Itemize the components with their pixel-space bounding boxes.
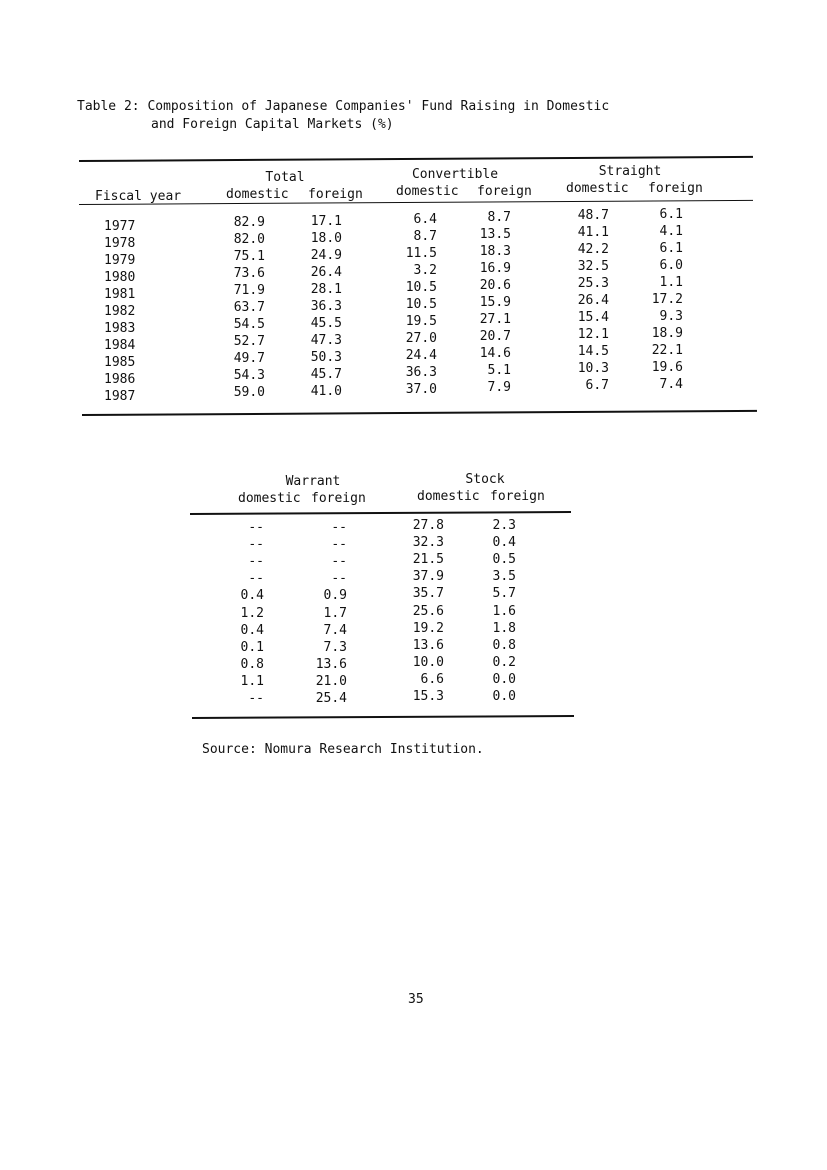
cell-convertible-foreign: 7.9 <box>487 380 511 396</box>
cell-total-foreign: 24.9 <box>310 247 342 263</box>
subheader-convertible-domestic: domestic <box>396 184 459 199</box>
cell-warrant-foreign: -- <box>331 537 347 553</box>
cell-total-domestic: 71.9 <box>233 283 265 299</box>
cell-straight-domestic: 12.1 <box>577 327 609 343</box>
subheader-stock-domestic: domestic <box>417 489 480 504</box>
cell-total-foreign: 50.3 <box>310 349 342 365</box>
cell-stock-foreign: 0.5 <box>492 552 516 568</box>
cell-convertible-foreign: 8.7 <box>487 210 511 226</box>
cell-warrant-domestic: -- <box>248 554 264 570</box>
cell-convertible-foreign: 20.7 <box>479 329 511 345</box>
subheader-convertible-foreign: foreign <box>477 184 532 199</box>
cell-straight-domestic: 48.7 <box>577 208 609 224</box>
cell-straight-foreign: 22.1 <box>651 342 683 358</box>
cell-total-domestic: 49.7 <box>233 351 265 367</box>
group-header-stock: Stock <box>465 472 505 487</box>
cell-stock-foreign: 0.8 <box>492 637 516 653</box>
cell-convertible-domestic: 19.5 <box>405 313 437 329</box>
cell-straight-domestic: 15.4 <box>577 310 609 326</box>
cell-stock-foreign: 2.3 <box>492 518 516 533</box>
fiscal-year-header: Fiscal year <box>95 189 182 204</box>
cell-warrant-foreign: 7.4 <box>323 622 347 638</box>
cell-straight-domestic: 42.2 <box>577 242 609 258</box>
cell-total-domestic: 82.0 <box>233 232 265 248</box>
cell-stock-domestic: 19.2 <box>412 620 444 636</box>
cell-convertible-domestic: 10.5 <box>405 279 437 295</box>
cell-total-domestic: 52.7 <box>233 334 265 350</box>
cell-straight-foreign: 6.1 <box>659 206 683 222</box>
cell-stock-domestic: 21.5 <box>412 552 444 568</box>
cell-straight-foreign: 17.2 <box>651 291 683 307</box>
cell-warrant-domestic: 1.1 <box>240 673 264 689</box>
cell-warrant-domestic: 0.8 <box>240 656 264 672</box>
cell-warrant-domestic: 0.1 <box>240 639 264 655</box>
cell-fiscal-year: 1977 <box>104 218 136 234</box>
cell-straight-foreign: 1.1 <box>659 274 683 290</box>
table-2-bottom-rule <box>192 715 574 719</box>
cell-stock-domestic: 6.6 <box>420 671 444 687</box>
cell-straight-domestic: 32.5 <box>577 259 609 275</box>
subheader-total-foreign: foreign <box>308 187 363 202</box>
cell-straight-foreign: 18.9 <box>651 325 683 341</box>
cell-convertible-foreign: 13.5 <box>479 227 511 243</box>
cell-straight-domestic: 14.5 <box>577 344 609 360</box>
cell-warrant-foreign: 7.3 <box>323 639 347 655</box>
cell-warrant-foreign: 0.9 <box>323 588 347 604</box>
cell-straight-domestic: 41.1 <box>577 225 609 241</box>
cell-total-foreign: 41.0 <box>310 383 342 399</box>
cell-stock-domestic: 32.3 <box>412 535 444 551</box>
cell-stock-foreign: 0.4 <box>492 535 516 551</box>
cell-total-foreign: 45.7 <box>310 366 342 382</box>
cell-warrant-domestic: -- <box>248 571 264 587</box>
cell-stock-foreign: 5.7 <box>492 586 516 602</box>
cell-convertible-domestic: 37.0 <box>405 381 437 397</box>
cell-total-foreign: 28.1 <box>310 281 342 297</box>
cell-convertible-foreign: 5.1 <box>487 363 511 379</box>
cell-convertible-domestic: 10.5 <box>405 296 437 312</box>
cell-straight-foreign: 6.1 <box>659 240 683 256</box>
caption-line-1: Table 2: Composition of Japanese Companies' Fund Raising in Domestic <box>77 99 610 114</box>
cell-warrant-domestic: -- <box>248 691 264 706</box>
cell-fiscal-year: 1979 <box>104 252 136 268</box>
cell-straight-domestic: 26.4 <box>577 293 609 309</box>
cell-fiscal-year: 1982 <box>104 303 136 319</box>
group-header-total: Total <box>265 170 305 185</box>
cell-straight-foreign: 9.3 <box>659 308 683 324</box>
cell-stock-foreign: 3.5 <box>492 569 516 585</box>
group-header-warrant: Warrant <box>285 474 341 489</box>
cell-warrant-domestic: 0.4 <box>240 622 264 638</box>
cell-warrant-foreign: -- <box>331 554 347 570</box>
cell-total-foreign: 17.1 <box>310 213 342 229</box>
cell-total-domestic: 59.0 <box>233 385 265 401</box>
cell-straight-foreign: 4.1 <box>659 223 683 239</box>
cell-stock-foreign: 0.2 <box>492 654 516 670</box>
cell-convertible-foreign: 15.9 <box>479 295 511 311</box>
cell-total-domestic: 54.3 <box>233 368 265 384</box>
cell-fiscal-year: 1985 <box>104 354 136 370</box>
cell-warrant-domestic: 1.2 <box>240 605 264 621</box>
table-1-top-rule <box>79 156 753 162</box>
cell-fiscal-year: 1983 <box>104 320 136 336</box>
subheader-warrant-foreign: foreign <box>311 491 366 506</box>
cell-total-domestic: 73.6 <box>233 266 265 282</box>
cell-stock-foreign: 1.6 <box>492 603 516 619</box>
cell-convertible-foreign: 18.3 <box>479 244 511 260</box>
cell-warrant-foreign: -- <box>331 520 347 535</box>
cell-fiscal-year: 1987 <box>104 388 136 404</box>
cell-total-domestic: 63.7 <box>233 300 265 316</box>
cell-stock-domestic: 10.0 <box>412 654 444 670</box>
cell-convertible-domestic: 27.0 <box>405 330 437 346</box>
group-header-convertible: Convertible <box>411 167 499 182</box>
subheader-stock-foreign: foreign <box>490 489 545 504</box>
subheader-straight-foreign: foreign <box>648 181 703 196</box>
subheader-total-domestic: domestic <box>226 187 289 202</box>
cell-warrant-domestic: -- <box>248 537 264 553</box>
cell-convertible-foreign: 27.1 <box>479 312 511 328</box>
cell-straight-foreign: 19.6 <box>651 359 683 375</box>
cell-warrant-foreign: 1.7 <box>323 605 347 621</box>
cell-stock-domestic: 35.7 <box>412 586 444 602</box>
cell-stock-domestic: 15.3 <box>412 689 444 704</box>
cell-convertible-domestic: 8.7 <box>413 228 437 244</box>
cell-convertible-domestic: 24.4 <box>405 347 437 363</box>
cell-stock-domestic: 13.6 <box>412 637 444 653</box>
cell-warrant-foreign: 13.6 <box>315 656 347 672</box>
cell-convertible-foreign: 14.6 <box>479 346 511 362</box>
cell-total-domestic: 54.5 <box>233 317 265 333</box>
cell-convertible-domestic: 11.5 <box>405 245 437 261</box>
table-1-bottom-rule <box>82 410 757 416</box>
subheader-straight-domestic: domestic <box>566 181 629 196</box>
cell-warrant-domestic: -- <box>248 520 264 535</box>
cell-stock-domestic: 37.9 <box>412 569 444 585</box>
cell-total-domestic: 82.9 <box>233 215 265 231</box>
cell-warrant-domestic: 0.4 <box>240 588 264 604</box>
cell-fiscal-year: 1984 <box>104 337 136 353</box>
table-caption <box>77 98 609 134</box>
cell-convertible-foreign: 16.9 <box>479 261 511 277</box>
cell-stock-foreign: 0.0 <box>492 671 516 687</box>
cell-total-foreign: 26.4 <box>310 264 342 280</box>
cell-total-foreign: 36.3 <box>310 298 342 314</box>
cell-straight-foreign: 6.0 <box>659 257 683 273</box>
page-number: 35 <box>408 992 424 1007</box>
cell-stock-domestic: 27.8 <box>412 518 444 533</box>
cell-fiscal-year: 1980 <box>104 269 136 285</box>
cell-total-foreign: 45.5 <box>310 315 342 331</box>
cell-fiscal-year: 1981 <box>104 286 136 302</box>
cell-total-foreign: 18.0 <box>310 230 342 246</box>
cell-straight-domestic: 6.7 <box>585 378 609 394</box>
cell-total-foreign: 47.3 <box>310 332 342 348</box>
cell-stock-domestic: 25.6 <box>412 603 444 619</box>
cell-fiscal-year: 1986 <box>104 371 136 387</box>
cell-warrant-foreign: 25.4 <box>315 691 347 706</box>
cell-straight-foreign: 7.4 <box>659 376 683 392</box>
cell-convertible-domestic: 6.4 <box>413 211 437 227</box>
cell-fiscal-year: 1978 <box>104 235 136 251</box>
table-2-header-rule <box>190 511 571 515</box>
cell-stock-foreign: 1.8 <box>492 620 516 636</box>
caption-line-2: and Foreign Capital Markets (%) <box>151 117 394 132</box>
subheader-warrant-domestic: domestic <box>238 491 301 506</box>
cell-straight-domestic: 25.3 <box>577 276 609 292</box>
cell-total-domestic: 75.1 <box>233 249 265 265</box>
group-header-straight: Straight <box>598 164 662 179</box>
cell-straight-domestic: 10.3 <box>577 361 609 377</box>
cell-convertible-domestic: 3.2 <box>413 262 437 278</box>
cell-convertible-domestic: 36.3 <box>405 364 437 380</box>
cell-warrant-foreign: 21.0 <box>315 673 347 689</box>
cell-convertible-foreign: 20.6 <box>479 278 511 294</box>
cell-warrant-foreign: -- <box>331 571 347 587</box>
source-note: Source: Nomura Research Institution. <box>202 742 484 757</box>
cell-stock-foreign: 0.0 <box>492 689 516 704</box>
